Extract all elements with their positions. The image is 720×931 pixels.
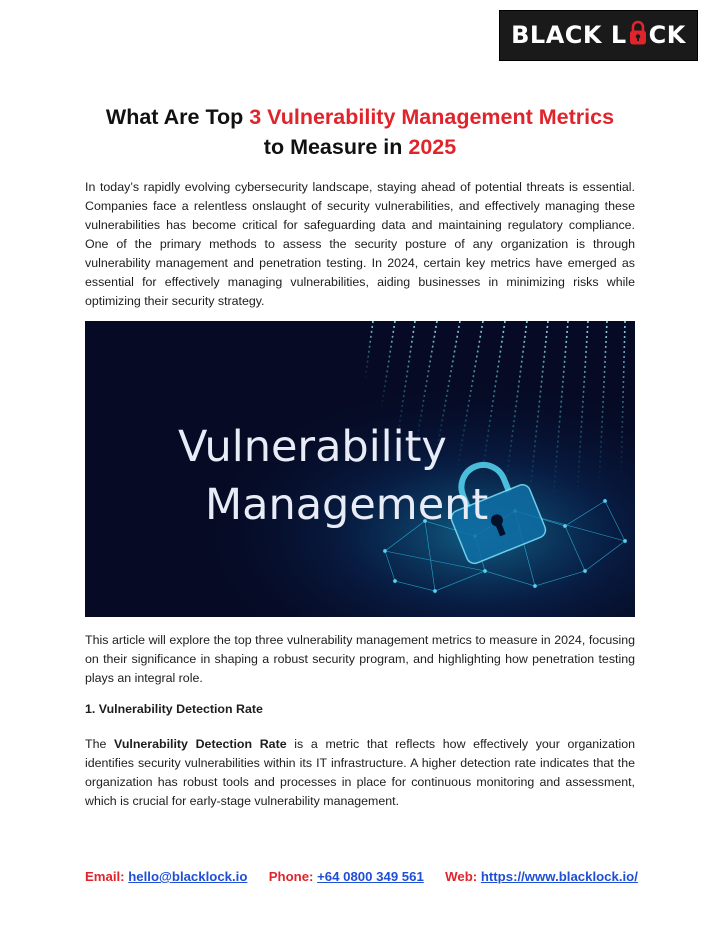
article-intro-paragraph: This article will explore the top three vulnerability management metrics to measure in 2024, focusing on their significance in shaping a robust security program, and highlighting how penetration testing plays an integral role. [85, 633, 635, 685]
intro-paragraph: In today’s rapidly evolving cybersecurity landscape, staying ahead of potential threats is essential. Companies face a relentless onslaught of security vulnerabilities, and effectively managing these vulnerabilities has become critical for safeguarding data and maintaining regulatory compliance. One of the primary methods to assess the security posture of any organization is through vulnerability management and penetration testing. In 2024, certain key metrics have emerged as essential for effectively managing vulnerabilities, aiding businesses in minimizing risks while optimizing their security strategy. [85, 180, 635, 308]
title-part1: What Are Top [105, 105, 250, 129]
blacklock-logo[interactable] [499, 10, 698, 61]
email-label: Email: [85, 869, 125, 884]
logo-text-before: BLACK L [511, 20, 627, 49]
phone-label: Phone: [268, 869, 314, 884]
hero-title-line2: Management [205, 480, 489, 530]
hero-title-line1: Vulnerability [178, 422, 447, 472]
title-highlight-metrics: 3 Vulnerability Management Metrics [249, 105, 615, 129]
email-link[interactable]: hello@blacklock.io [128, 869, 248, 884]
section-lead: The [85, 737, 115, 751]
contact-footer [85, 869, 638, 884]
section-term: Vulnerability Detection Rate [114, 737, 287, 751]
title-part2: to Measure in [263, 135, 409, 159]
hero-image [85, 321, 635, 617]
phone-link[interactable]: +64 0800 349 561 [317, 869, 424, 884]
logo-text-after: CK [648, 20, 686, 49]
section-paragraph [85, 735, 635, 811]
logo-text [511, 20, 686, 52]
padlock-icon [628, 20, 648, 52]
section-body: is a metric that reflects how effectively your organization identifies security vulnerabilities within its IT infrastructure. A higher detection rate indicates that the organization has robust tools and processes in place for continuous monitoring and assessment, which is crucial for early-stage vulnerability management. [85, 737, 635, 808]
web-link[interactable]: https://www.blacklock.io/ [480, 869, 638, 884]
page-title [60, 102, 660, 162]
web-label: Web: [445, 869, 478, 884]
section-heading: 1. Vulnerability Detection Rate [85, 702, 263, 716]
title-highlight-year: 2025 [408, 135, 457, 159]
